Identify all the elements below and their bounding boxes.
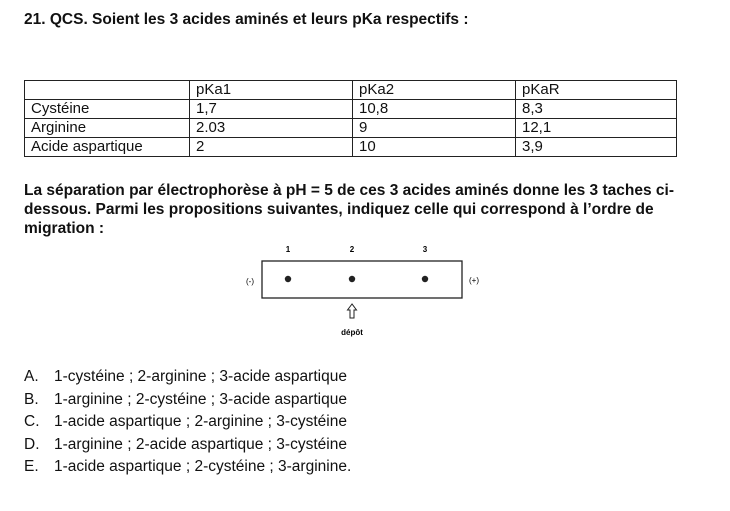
plus-pole-label: (+) — [469, 276, 479, 285]
table-cell: 2 — [190, 138, 353, 157]
option-e — [24, 456, 351, 479]
table-cell: 10 — [353, 138, 516, 157]
option-text: 1-cystéine ; 2-arginine ; 3-acide aspartique — [54, 368, 347, 385]
gel-strip — [262, 261, 462, 298]
table-cell: 3,9 — [516, 138, 677, 157]
option-text: 1-arginine ; 2-acide aspartique ; 3-cystéine — [54, 435, 347, 453]
spot-label-3: 3 — [422, 245, 428, 254]
option-text: 1-acide aspartique ; 2-cystéine ; 3-arginine. — [54, 458, 352, 475]
table-row — [25, 100, 677, 119]
option-a — [24, 366, 351, 389]
table-cell: Acide aspartique — [25, 138, 190, 157]
table-header-row — [25, 81, 677, 100]
table-header-cell — [25, 81, 190, 100]
spot-1 — [285, 276, 291, 282]
option-c — [24, 411, 351, 434]
option-letter: D. — [24, 435, 40, 453]
option-letter: C. — [24, 413, 40, 430]
option-text: 1-arginine ; 2-cystéine ; 3-acide aspartique — [54, 390, 347, 408]
option-letter: A. — [24, 368, 39, 385]
arrow-up-icon — [348, 304, 357, 318]
table-row — [25, 138, 677, 157]
table-cell: 10,8 — [353, 100, 516, 119]
option-b — [24, 389, 351, 412]
question-title: 21. QCS. Soient les 3 acides aminés et leurs pKa respectifs : — [24, 11, 469, 28]
spot-label-1: 1 — [285, 245, 291, 254]
option-d — [24, 434, 351, 457]
question-text: La séparation par électrophorèse à pH = 5 de ces 3 acides aminés donne les 3 taches ci-dessous. Parmi les propositions suivantes, indiquez celle qui correspond à l’ordre de migration : — [24, 182, 674, 237]
minus-pole-label: (-) — [246, 277, 254, 286]
spot-2 — [349, 276, 355, 282]
table-cell: 1,7 — [190, 100, 353, 119]
table-cell: 8,3 — [516, 100, 677, 119]
answer-options — [24, 366, 351, 479]
electrophoresis-diagram — [230, 240, 500, 340]
table-cell: Cystéine — [25, 100, 190, 119]
table-row — [25, 119, 677, 138]
option-letter: E. — [24, 458, 39, 475]
pka-table — [24, 80, 677, 157]
deposit-label: dépôt — [341, 328, 363, 337]
table-cell: 12,1 — [516, 119, 677, 138]
table-cell: Arginine — [25, 119, 190, 138]
spot-3 — [422, 276, 428, 282]
option-letter: B. — [24, 390, 39, 408]
table-cell: 9 — [353, 119, 516, 138]
table-header-cell: pKa1 — [190, 81, 353, 100]
table-header-cell: pKaR — [516, 81, 677, 100]
table-header-cell: pKa2 — [353, 81, 516, 100]
table-cell: 2.03 — [190, 119, 353, 138]
option-text: 1-acide aspartique ; 2-arginine ; 3-cystéine — [54, 413, 347, 430]
spot-label-2: 2 — [349, 245, 355, 254]
